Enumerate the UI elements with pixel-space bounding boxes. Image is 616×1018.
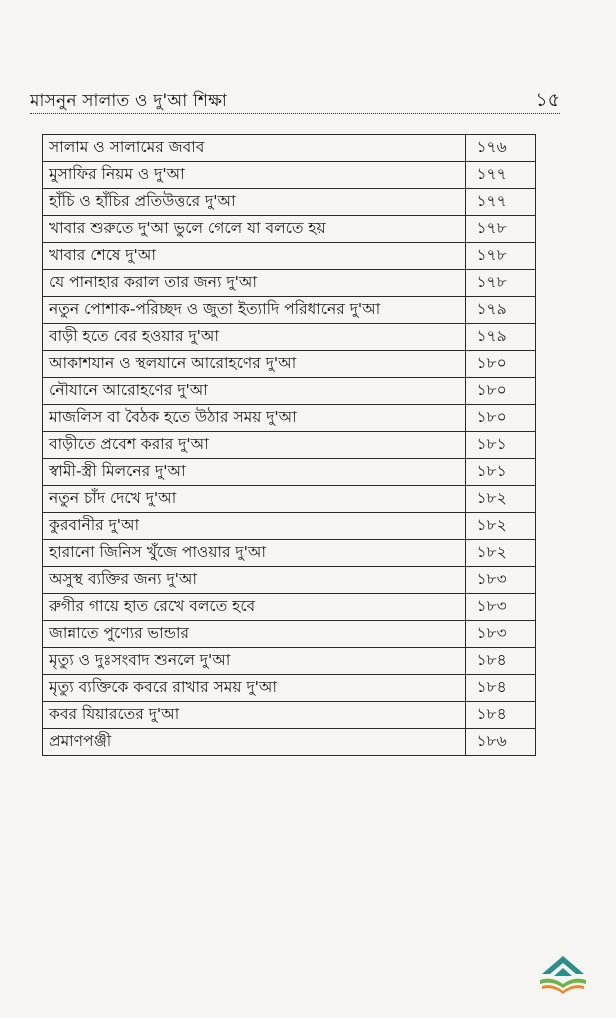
toc-entry-title: নতুন চাঁদ দেখে দু'আ xyxy=(43,486,466,513)
table-row xyxy=(43,189,536,216)
toc-entry-title: নৌযানে আরোহণের দু'আ xyxy=(43,378,466,405)
table-row xyxy=(43,324,536,351)
toc-entry-title: মাজলিস বা বৈঠক হতে উঠার সময় দু'আ xyxy=(43,405,466,432)
toc-entry-page: ১৮২ xyxy=(466,486,536,513)
book-title: মাসনুন সালাত ও দু'আ শিক্ষা xyxy=(30,91,227,111)
table-row xyxy=(43,513,536,540)
toc-entry-page: ১৮১ xyxy=(466,459,536,486)
toc-entry-title: যে পানাহার করাল তার জন্য দু'আ xyxy=(43,270,466,297)
table-row xyxy=(43,459,536,486)
table-row xyxy=(43,270,536,297)
toc-entry-page: ১৮২ xyxy=(466,540,536,567)
table-row xyxy=(43,351,536,378)
toc-entry-title: মুসাফির নিয়ম ও দু'আ xyxy=(43,162,466,189)
toc-entry-page: ১৮৬ xyxy=(466,729,536,756)
publisher-logo-icon xyxy=(532,952,594,1000)
page-number: ১৫ xyxy=(535,89,560,111)
table-of-contents xyxy=(42,134,536,756)
toc-entry-title: কুরবানীর দু'আ xyxy=(43,513,466,540)
table-row xyxy=(43,729,536,756)
toc-entry-title: স্বামী-স্ত্রী মিলনের দু'আ xyxy=(43,459,466,486)
table-row xyxy=(43,648,536,675)
table-row xyxy=(43,135,536,162)
toc-entry-title: জান্নাতে পুণ্যের ভান্ডার xyxy=(43,621,466,648)
toc-body xyxy=(43,135,536,756)
header-divider xyxy=(30,113,560,114)
toc-entry-page: ১৮৩ xyxy=(466,567,536,594)
toc-entry-page: ১৮০ xyxy=(466,351,536,378)
toc-entry-title: বাড়ী হতে বের হওয়ার দু'আ xyxy=(43,324,466,351)
toc-entry-title: হাঁচি ও হাঁচির প্রতিউত্তরে দু'আ xyxy=(43,189,466,216)
table-row xyxy=(43,567,536,594)
toc-entry-page: ১৮৩ xyxy=(466,621,536,648)
toc-entry-page: ১৭৭ xyxy=(466,189,536,216)
toc-entry-page: ১৮২ xyxy=(466,513,536,540)
toc-entry-page: ১৮৪ xyxy=(466,702,536,729)
toc-entry-page: ১৭৮ xyxy=(466,270,536,297)
table-row xyxy=(43,297,536,324)
toc-entry-title: হারানো জিনিস খুঁজে পাওয়ার দু'আ xyxy=(43,540,466,567)
toc-entry-title: রুগীর গায়ে হাত রেখে বলতে হবে xyxy=(43,594,466,621)
toc-entry-page: ১৮৩ xyxy=(466,594,536,621)
table-row xyxy=(43,378,536,405)
table-row xyxy=(43,243,536,270)
toc-entry-page: ১৭৭ xyxy=(466,162,536,189)
toc-entry-page: ১৮৪ xyxy=(466,675,536,702)
toc-entry-title: অসুস্থ ব্যক্তির জন্য দু'আ xyxy=(43,567,466,594)
toc-entry-title: খাবার শেষে দু'আ xyxy=(43,243,466,270)
toc-entry-title: কবর যিয়ারতের দু'আ xyxy=(43,702,466,729)
toc-entry-title: বাড়ীতে প্রবেশ করার দু'আ xyxy=(43,432,466,459)
table-row xyxy=(43,162,536,189)
table-row xyxy=(43,432,536,459)
toc-entry-page: ১৮৪ xyxy=(466,648,536,675)
table-row xyxy=(43,594,536,621)
toc-entry-title: প্রমাণপঞ্জী xyxy=(43,729,466,756)
running-header xyxy=(30,86,560,112)
toc-entry-page: ১৭৮ xyxy=(466,243,536,270)
toc-entry-title: আকাশযান ও স্থলযানে আরোহণের দু'আ xyxy=(43,351,466,378)
table-row xyxy=(43,675,536,702)
table-row xyxy=(43,621,536,648)
toc-entry-page: ১৭৯ xyxy=(466,297,536,324)
toc-entry-title: সালাম ও সালামের জবাব xyxy=(43,135,466,162)
toc-entry-page: ১৮০ xyxy=(466,405,536,432)
toc-entry-page: ১৭৮ xyxy=(466,216,536,243)
table-row xyxy=(43,405,536,432)
table-row xyxy=(43,216,536,243)
toc-entry-page: ১৭৯ xyxy=(466,324,536,351)
toc-entry-title: নতুন পোশাক-পরিচ্ছদ ও জুতা ইত্যাদি পরিধানের দু'আ xyxy=(43,297,466,324)
table-row xyxy=(43,540,536,567)
toc-entry-page: ১৮১ xyxy=(466,432,536,459)
toc-entry-title: মৃত্যু ও দুঃসংবাদ শুনলে দু'আ xyxy=(43,648,466,675)
toc-entry-title: খাবার শুরুতে দু'আ ভুলে গেলে যা বলতে হয় xyxy=(43,216,466,243)
toc-entry-page: ১৭৬ xyxy=(466,135,536,162)
toc-entry-page: ১৮০ xyxy=(466,378,536,405)
toc-entry-title: মৃত্যু ব্যক্তিকে কবরে রাখার সময় দু'আ xyxy=(43,675,466,702)
table-row xyxy=(43,702,536,729)
table-row xyxy=(43,486,536,513)
